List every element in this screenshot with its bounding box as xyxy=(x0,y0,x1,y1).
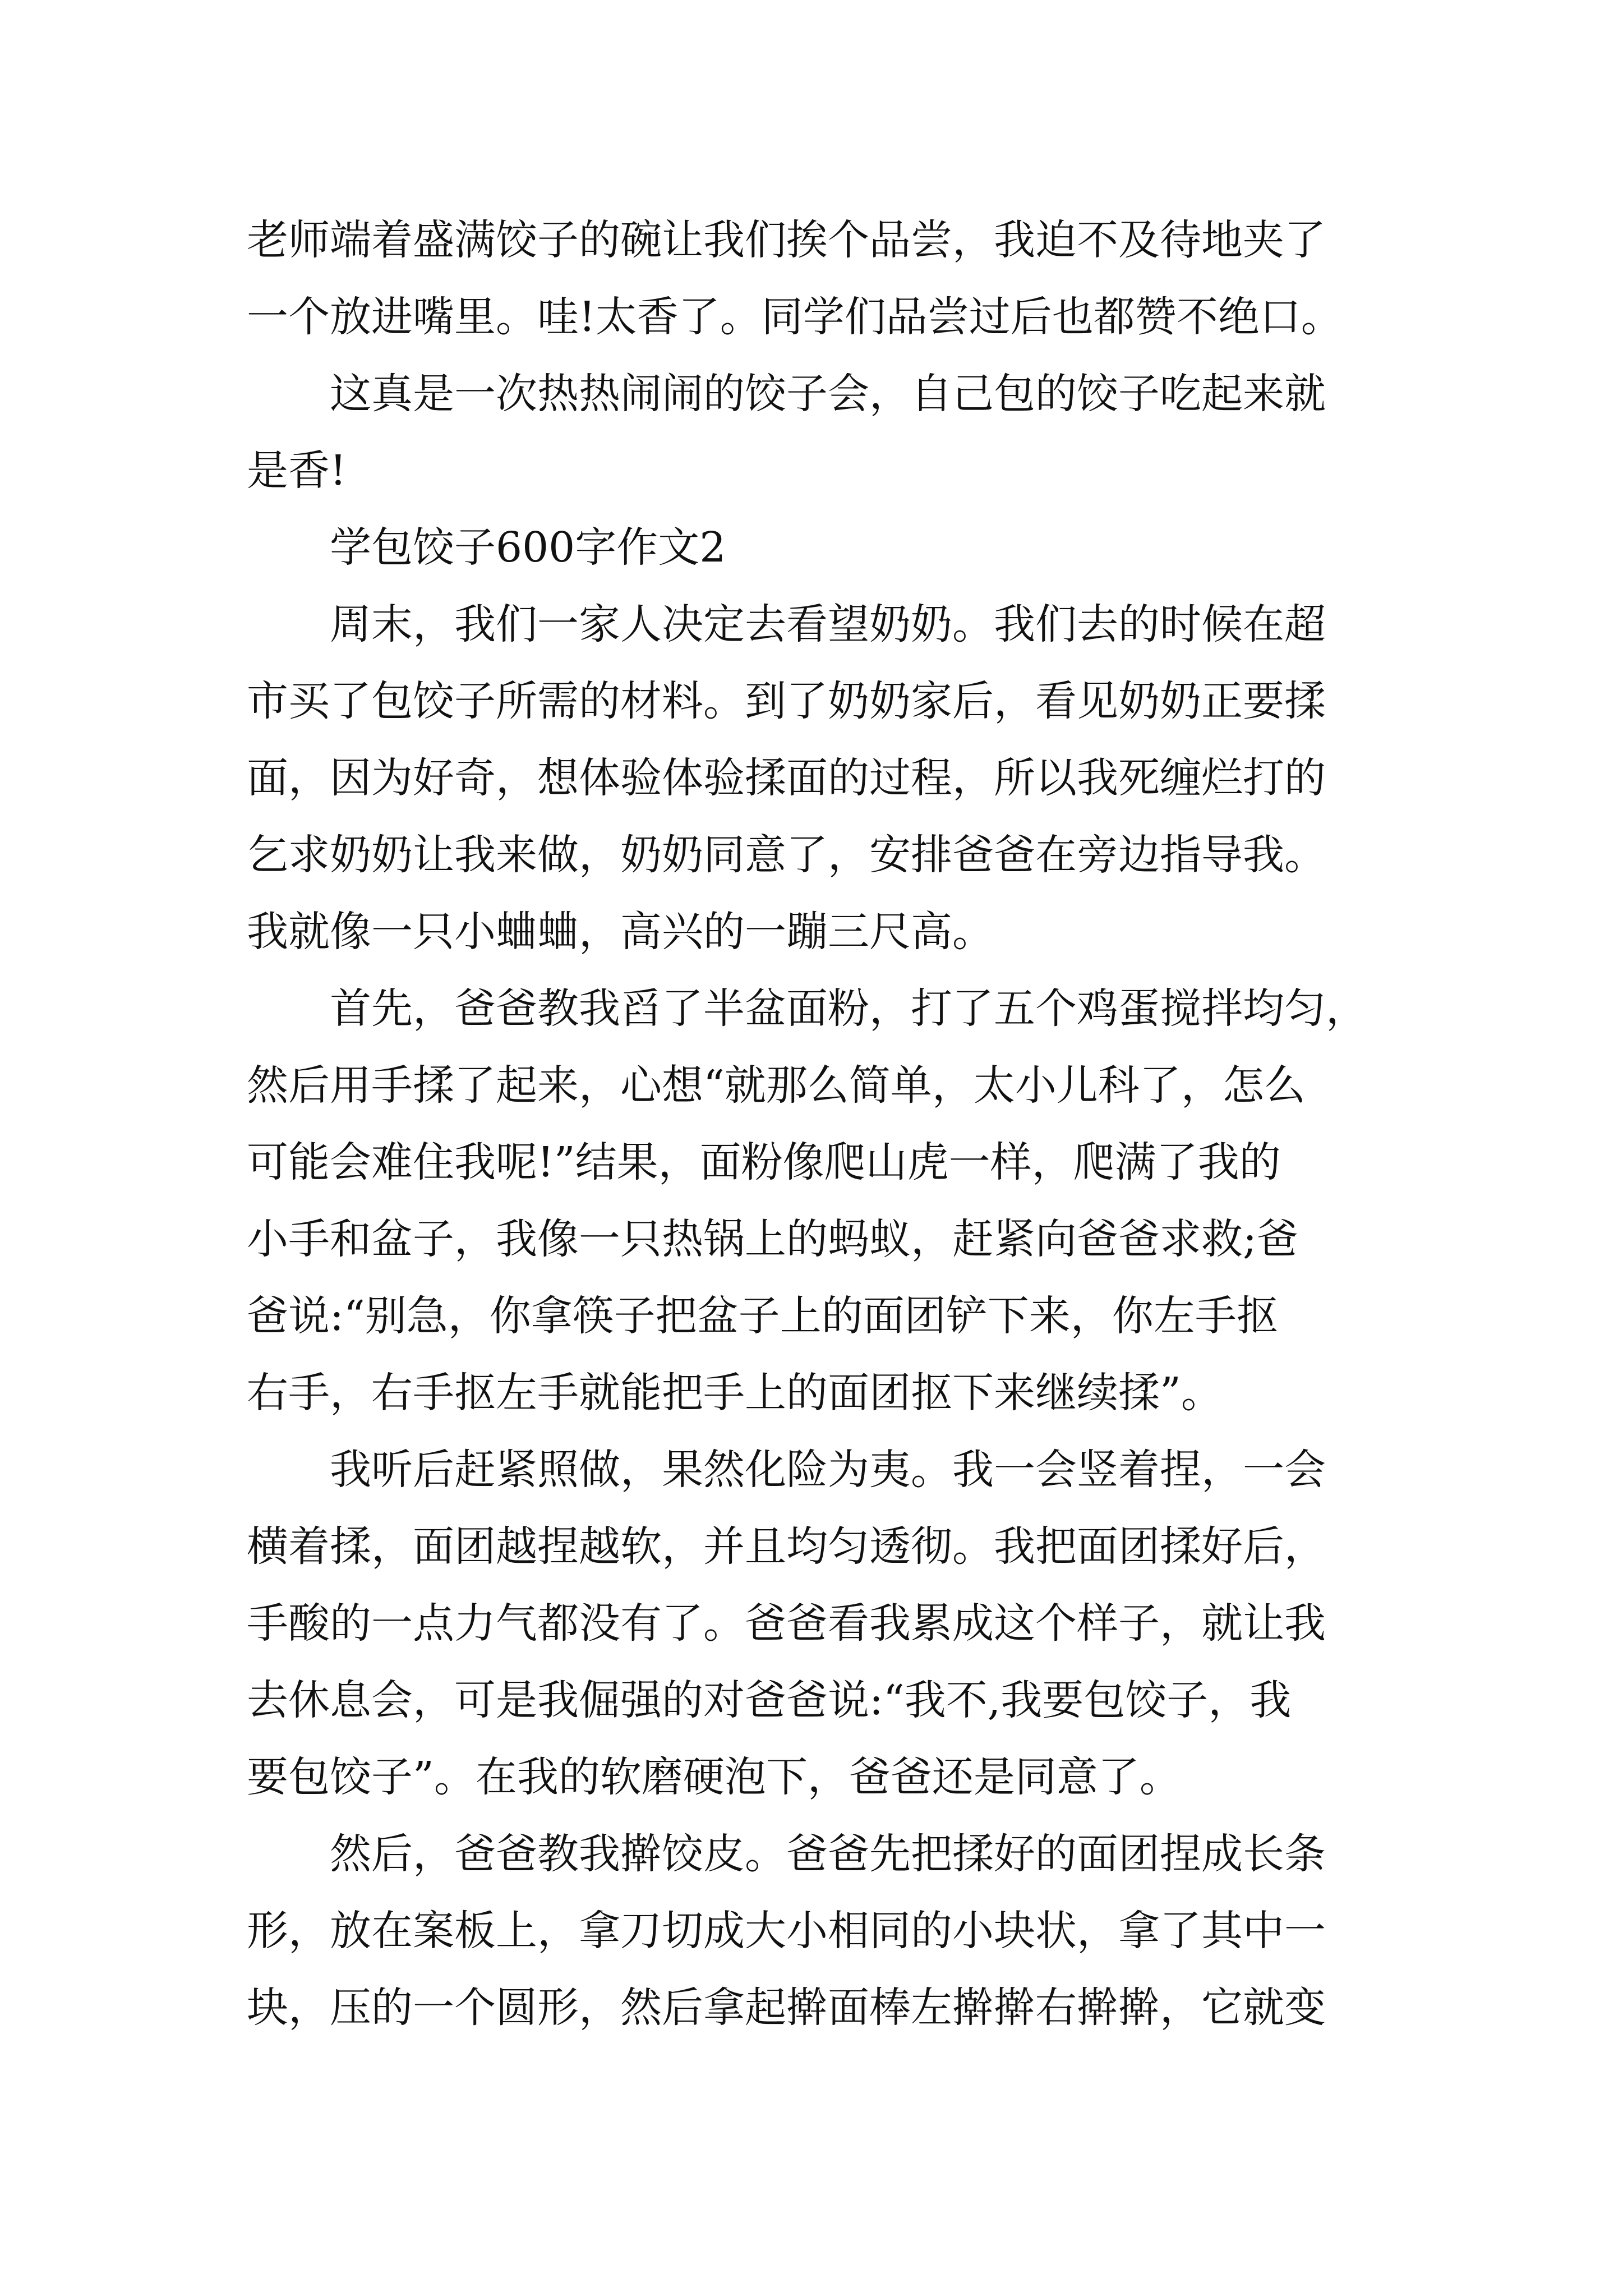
text-line: 老师端着盛满饺子的碗让我们挨个品尝，我迫不及待地夹了 xyxy=(247,216,1326,264)
text-line: 去休息会，可是我倔强的对爸爸说:“我不,我要包饺子，我 xyxy=(247,1676,1292,1724)
text-line: 面，因为好奇，想体验体验揉面的过程，所以我死缠烂打的 xyxy=(247,754,1326,802)
text-line: 可能会难住我呢!”结果，面粉像爬山虎一样，爬满了我的 xyxy=(247,1138,1281,1186)
text-line: 一个放进嘴里。哇!太香了。同学们品尝过后也都赞不绝口。 xyxy=(247,293,1343,341)
essay-text xyxy=(247,202,1402,2046)
text-line: 是香! xyxy=(247,447,347,495)
text-line: 形，放在案板上，拿刀切成大小相同的小块状，拿了其中一 xyxy=(247,1907,1326,1955)
text-line: 市买了包饺子所需的材料。到了奶奶家后，看见奶奶正要揉 xyxy=(247,677,1326,725)
text-line: 右手，右手抠左手就能把手上的面团抠下来继续揉”。 xyxy=(247,1369,1223,1417)
text-line: 然后用手揉了起来，心想“就那么简单，太小儿科了，怎么 xyxy=(247,1061,1306,1110)
text-line: 小手和盆子，我像一只热锅上的蚂蚁，赶紧向爸爸求救;爸 xyxy=(247,1215,1298,1263)
text-line: 手酸的一点力气都没有了。爸爸看我累成这个样子，就让我 xyxy=(247,1599,1326,1648)
text-line: 要包饺子”。在我的软磨硬泡下，爸爸还是同意了。 xyxy=(247,1753,1181,1801)
paragraph-start-line: 这真是一次热热闹闹的饺子会，自己包的饺子吃起来就 xyxy=(330,370,1326,418)
text-line: 块，压的一个圆形，然后拿起擀面棒左擀擀右擀擀，它就变 xyxy=(247,1984,1326,2032)
paragraph-start-line: 我听后赶紧照做，果然化险为夷。我一会竖着捏，一会 xyxy=(330,1446,1326,1494)
text-line: 我就像一只小蛐蛐，高兴的一蹦三尺高。 xyxy=(247,908,994,956)
paragraph-start-line: 周末，我们一家人决定去看望奶奶。我们去的时候在超 xyxy=(330,600,1326,648)
essay-subtitle: 学包饺子600字作文2 xyxy=(330,523,726,572)
paragraph-start-line: 然后，爸爸教我擀饺皮。爸爸先把揉好的面团捏成长条 xyxy=(330,1830,1326,1878)
text-line: 爸说:“别急，你拿筷子把盆子上的面团铲下来，你左手抠 xyxy=(247,1292,1278,1340)
text-line: 乞求奶奶让我来做，奶奶同意了，安排爸爸在旁边指导我。 xyxy=(247,831,1326,879)
text-line: 横着揉，面团越捏越软，并且均匀透彻。我把面团揉好后， xyxy=(247,1522,1326,1571)
paragraph-start-line: 首先，爸爸教我舀了半盆面粉，打了五个鸡蛋搅拌均匀， xyxy=(330,984,1367,1033)
